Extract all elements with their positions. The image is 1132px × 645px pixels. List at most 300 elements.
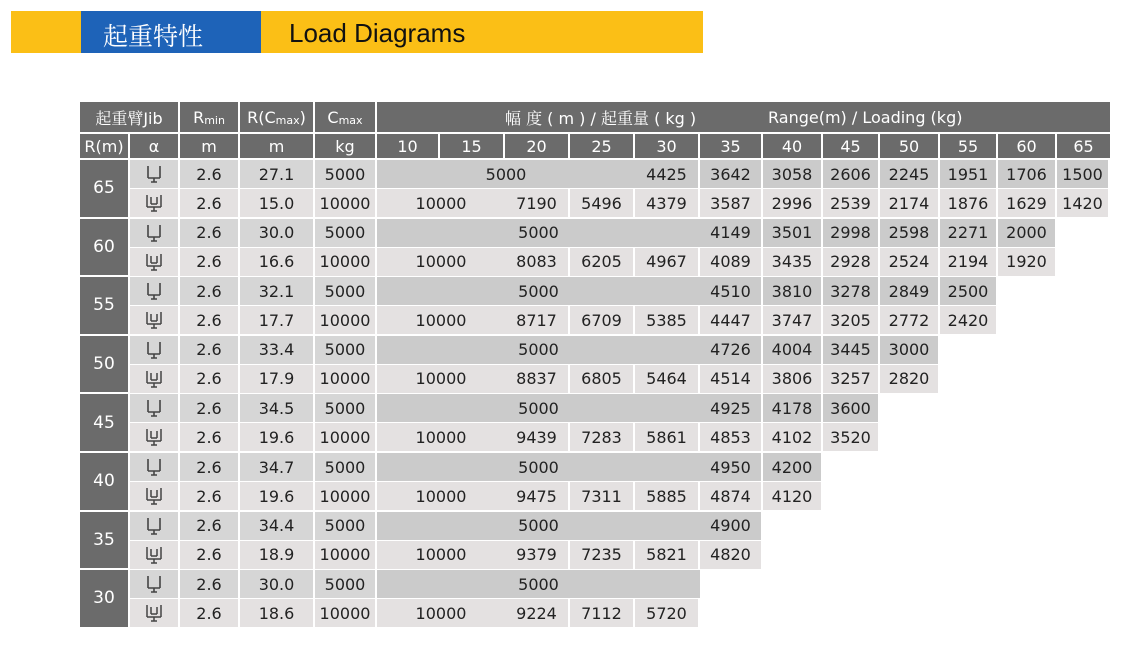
load-55-1-30 [635,306,700,335]
load-60-0-50-text: 2598 [888,223,930,243]
flat-load-50-1 [377,365,505,394]
flat-load-30-1 [377,599,505,628]
rmin-65-0 [180,160,240,189]
rcmax-65-0-text: 27.1 [258,164,295,184]
rmin-60-1-text: 2.6 [196,252,222,272]
load-50-1-50 [880,365,940,394]
flat-load-45-0 [377,394,700,423]
load-55-0-45-text: 3278 [830,281,871,301]
double-hook-icon [144,252,164,272]
rmin-50-1-text: 2.6 [196,369,222,389]
load-55-0-40-text: 3810 [771,281,813,301]
header-range-40 [763,132,823,158]
load-45-0-35-text: 4925 [710,398,751,418]
cmax-50-1-text: 10000 [319,369,371,389]
load-50-1-30-text: 5464 [646,369,687,389]
header-alpha [130,132,180,158]
flat-load-55-1-text: 10000 [415,310,467,330]
header-rmin-sub: min [204,113,225,127]
load-60-1-35-text: 4089 [710,252,751,272]
header-rcmax-sub: max [275,113,300,127]
rcmax-35-0-text: 34.4 [258,516,295,536]
load-65-1-30 [635,189,700,218]
flat-load-45-1 [377,423,505,452]
rmin-60-0 [180,219,240,248]
load-55-1-45 [823,306,880,335]
load-45-1-35 [700,423,763,452]
single-hook-cell-45 [130,394,180,423]
double-hook-cell-40 [130,482,180,511]
load-60-0-45-text: 2998 [830,223,871,243]
load-60-1-45 [823,248,880,277]
rcmax-55-1-text: 17.7 [258,310,295,330]
load-55-0-50 [880,277,940,306]
flat-load-65-0 [377,160,635,189]
header-range-45 [823,132,880,158]
load-60-0-55 [940,219,998,248]
load-60-0-60-text: 2000 [1006,223,1047,243]
load-65-0-55 [940,160,998,189]
rcmax-40-0-text: 34.7 [258,457,295,477]
cmax-65-0 [315,160,377,189]
header-rm-label: R(m) [84,136,124,156]
load-55-0-35-text: 4510 [710,281,751,301]
cmax-60-0-text: 5000 [324,223,366,243]
rmin-60-1 [180,248,240,277]
rmin-45-0 [180,394,240,423]
load-60-1-20-text: 8083 [516,252,557,272]
rmin-45-1 [180,423,240,452]
cmax-45-0-text: 5000 [324,398,366,418]
header-jib [80,102,180,132]
cmax-40-0 [315,453,377,482]
double-hook-icon [144,193,164,213]
flat-load-60-1-text: 10000 [415,252,467,272]
load-65-0-50 [880,160,940,189]
rcmax-35-1-text: 18.9 [258,545,295,565]
load-45-1-35-text: 4853 [710,427,751,447]
rcmax-40-1-text: 19.6 [258,486,295,506]
load-30-1-25 [570,599,635,628]
double-hook-icon [144,486,164,506]
rcmax-60-0 [240,219,315,248]
double-hook-cell-35 [130,541,180,570]
header-range-20 [505,132,570,158]
cmax-30-0-text: 5000 [324,574,366,594]
cmax-35-1 [315,541,377,570]
jib-30-text: 30 [93,588,115,609]
single-hook-cell-50 [130,336,180,365]
cmax-50-0 [315,336,377,365]
load-40-1-35-text: 4874 [710,486,751,506]
load-65-1-20-text: 7190 [516,193,557,213]
flat-load-40-0 [377,453,700,482]
load-50-0-45 [823,336,880,365]
rcmax-50-1 [240,365,315,394]
header-m2 [240,132,315,158]
load-65-0-40 [763,160,823,189]
load-60-1-20 [505,248,570,277]
header-cmax-sub: max [338,113,363,127]
load-50-0-45-text: 3445 [830,340,871,360]
load-50-1-40 [763,365,823,394]
header-range-25 [570,132,635,158]
load-65-1-55 [940,189,998,218]
load-65-1-60 [998,189,1057,218]
rcmax-45-1-text: 19.6 [258,427,295,447]
single-hook-cell-35 [130,512,180,541]
single-hook-icon [144,340,164,360]
load-45-1-40-text: 4102 [771,427,813,447]
load-45-0-35 [700,394,763,423]
double-hook-cell-30 [130,599,180,628]
flat-load-30-0-text: 5000 [518,574,559,594]
header-range-25-text: 25 [591,136,612,156]
load-55-0-45 [823,277,880,306]
rmin-40-1 [180,482,240,511]
load-60-0-40-text: 3501 [771,223,813,243]
rmin-35-0-text: 2.6 [196,516,222,536]
load-45-1-20 [505,423,570,452]
rcmax-60-1-text: 16.6 [258,252,295,272]
cmax-50-0-text: 5000 [324,340,366,360]
load-45-1-45 [823,423,880,452]
load-45-1-25 [570,423,635,452]
load-40-1-25-text: 7311 [581,486,622,506]
load-65-0-50-text: 2245 [888,164,930,184]
load-65-1-35 [700,189,763,218]
load-40-1-30 [635,482,700,511]
load-60-1-60-text: 1920 [1006,252,1047,272]
single-hook-icon [144,164,164,184]
rcmax-45-0-text: 34.5 [258,398,295,418]
load-65-1-60-text: 1629 [1006,193,1047,213]
rmin-35-1 [180,541,240,570]
flat-load-30-1-text: 10000 [415,603,467,623]
rmin-55-1 [180,306,240,335]
rmin-55-0-text: 2.6 [196,281,222,301]
load-55-0-50-text: 2849 [888,281,930,301]
load-35-1-35-text: 4820 [710,545,751,565]
load-50-0-50-text: 3000 [888,340,930,360]
cmax-30-0 [315,570,377,599]
load-60-1-40 [763,248,823,277]
load-55-1-35 [700,306,763,335]
load-45-1-30-text: 5861 [646,427,687,447]
header-range-35 [700,132,763,158]
load-60-1-35 [700,248,763,277]
header-banner [11,11,703,53]
banner-title-zh: 起重特性 [103,22,204,51]
load-50-0-35 [700,336,763,365]
load-45-0-40-text: 4178 [771,398,813,418]
load-60-1-30-text: 4967 [646,252,687,272]
cmax-40-1 [315,482,377,511]
cmax-55-1-text: 10000 [319,310,371,330]
cmax-65-0-text: 5000 [324,164,366,184]
banner-title-en: Load Diagrams [289,18,466,48]
load-40-1-30-text: 5885 [646,486,687,506]
cmax-30-1 [315,599,377,628]
load-55-0-55-text: 2500 [947,281,989,301]
load-diagram-table [80,102,1110,629]
flat-load-50-0-text: 5000 [518,340,559,360]
load-65-1-25-text: 5496 [581,193,622,213]
load-50-0-50 [880,336,940,365]
header-rcmax-b: ) [299,107,306,127]
load-55-1-25 [570,306,635,335]
load-40-1-40-text: 4120 [771,486,813,506]
rcmax-40-1 [240,482,315,511]
load-50-1-30 [635,365,700,394]
jib-50 [80,336,130,394]
load-65-0-60 [998,160,1057,189]
load-65-1-50 [880,189,940,218]
load-65-0-35-text: 3642 [710,164,751,184]
load-45-0-45-text: 3600 [830,398,871,418]
flat-load-65-1 [377,189,505,218]
header-m1-label: m [201,136,217,156]
rcmax-30-1 [240,599,315,628]
load-40-1-20-text: 9475 [516,486,557,506]
header-range-65-text: 65 [1073,136,1094,156]
rcmax-35-0 [240,512,315,541]
load-40-1-40 [763,482,823,511]
load-45-1-30 [635,423,700,452]
header-range [377,102,1110,132]
rmin-50-0-text: 2.6 [196,340,222,360]
rmin-30-0-text: 2.6 [196,574,222,594]
flat-load-45-0-text: 5000 [518,398,559,418]
header-range-zh: 幅 度 ( m ) / 起重量 ( kg ) [505,108,697,128]
single-hook-icon [144,281,164,301]
flat-load-35-1 [377,541,505,570]
header-range-60-text: 60 [1016,136,1037,156]
rcmax-65-0 [240,160,315,189]
rmin-60-0-text: 2.6 [196,223,222,243]
load-50-1-35-text: 4514 [710,369,751,389]
rmin-30-1-text: 2.6 [196,603,222,623]
jib-65 [80,160,130,218]
load-55-1-35-text: 4447 [710,310,751,330]
load-55-1-55-text: 2420 [947,310,989,330]
jib-60 [80,219,130,277]
load-55-1-20 [505,306,570,335]
load-65-1-50-text: 2174 [888,193,930,213]
rcmax-30-0 [240,570,315,599]
double-hook-icon [144,369,164,389]
load-55-1-40 [763,306,823,335]
load-45-0-45 [823,394,880,423]
double-hook-cell-45 [130,423,180,452]
load-55-1-20-text: 8717 [516,310,557,330]
rmin-45-0-text: 2.6 [196,398,222,418]
load-65-0-45-text: 2606 [830,164,871,184]
load-60-0-60 [998,219,1057,248]
flat-load-35-0 [377,512,700,541]
header-m2-label: m [268,136,285,156]
single-hook-icon [144,457,164,477]
load-45-0-40 [763,394,823,423]
load-65-0-40-text: 3058 [771,164,813,184]
load-35-1-30-text: 5821 [646,545,687,565]
rmin-45-1-text: 2.6 [196,427,222,447]
load-50-0-35-text: 4726 [710,340,751,360]
double-hook-cell-50 [130,365,180,394]
load-50-1-45-text: 3257 [830,369,871,389]
cmax-40-0-text: 5000 [324,457,366,477]
header-cmax-main: C [327,107,339,127]
rmin-35-1-text: 2.6 [196,545,222,565]
load-65-1-40-text: 2996 [771,193,813,213]
flat-load-65-0-text: 5000 [485,164,527,184]
load-40-1-25 [570,482,635,511]
load-40-0-35-text: 4950 [710,457,751,477]
jib-50-text: 50 [93,354,115,375]
rmin-55-0 [180,277,240,306]
load-50-1-20-text: 8837 [516,369,557,389]
load-35-1-20-text: 9379 [516,545,557,565]
rcmax-55-0-text: 32.1 [258,281,295,301]
load-65-1-65-text: 1420 [1062,193,1103,213]
load-60-0-50 [880,219,940,248]
load-65-0-55-text: 1951 [947,164,989,184]
load-65-1-25 [570,189,635,218]
load-65-1-65 [1057,189,1110,218]
load-30-1-25-text: 7112 [581,603,622,623]
load-35-1-25-text: 7235 [581,545,622,565]
rcmax-30-0-text: 30.0 [258,574,295,594]
cmax-60-0 [315,219,377,248]
header-range-10-text: 10 [397,136,418,156]
header-rm [80,132,130,158]
cmax-45-1-text: 10000 [319,427,371,447]
header-range-15 [440,132,505,158]
header-cmax [315,102,377,132]
single-hook-icon [144,398,164,418]
rmin-30-1 [180,599,240,628]
rcmax-45-0 [240,394,315,423]
load-55-0-35 [700,277,763,306]
load-35-0-35 [700,512,763,541]
load-60-1-55 [940,248,998,277]
load-65-0-65-text: 1500 [1062,164,1103,184]
load-30-1-20 [505,599,570,628]
rcmax-65-1 [240,189,315,218]
rmin-65-1 [180,189,240,218]
rmin-35-0 [180,512,240,541]
load-60-1-40-text: 3435 [771,252,813,272]
single-hook-icon [144,516,164,536]
load-30-1-30-text: 5720 [646,603,687,623]
cmax-40-1-text: 10000 [319,486,371,506]
rcmax-50-0 [240,336,315,365]
header-range-60 [998,132,1057,158]
flat-load-60-1 [377,248,505,277]
rcmax-60-1 [240,248,315,277]
load-40-1-20 [505,482,570,511]
header-range-50-text: 50 [898,136,920,156]
header-range-40-text: 40 [781,136,803,156]
double-hook-icon [144,545,164,565]
load-55-1-40-text: 3747 [771,310,813,330]
jib-35 [80,512,130,570]
load-65-0-35 [700,160,763,189]
load-60-0-55-text: 2271 [947,223,989,243]
double-hook-icon [144,603,164,623]
header-range-55-text: 55 [957,136,979,156]
load-30-1-20-text: 9224 [516,603,557,623]
jib-45 [80,394,130,452]
load-60-1-55-text: 2194 [947,252,989,272]
load-65-0-60-text: 1706 [1006,164,1047,184]
rmin-65-1-text: 2.6 [196,193,222,213]
load-45-1-45-text: 3520 [830,427,871,447]
load-65-0-30-text: 4425 [646,164,687,184]
load-65-0-30 [635,160,700,189]
rmin-50-0 [180,336,240,365]
flat-load-45-1-text: 10000 [415,427,467,447]
flat-load-65-1-text: 10000 [415,193,467,213]
load-40-1-35 [700,482,763,511]
rmin-50-1 [180,365,240,394]
load-60-0-45 [823,219,880,248]
load-60-1-60 [998,248,1057,277]
rmin-55-1-text: 2.6 [196,310,222,330]
load-50-1-50-text: 2820 [888,369,930,389]
cmax-55-1 [315,306,377,335]
load-65-1-30-text: 4379 [646,193,687,213]
load-50-0-40 [763,336,823,365]
flat-load-40-1-text: 10000 [415,486,467,506]
load-65-0-65 [1057,160,1110,189]
flat-load-60-0-text: 5000 [518,223,559,243]
header-range-65 [1057,132,1110,158]
cmax-35-0 [315,512,377,541]
header-range-45-text: 45 [840,136,861,156]
flat-load-40-1 [377,482,505,511]
load-65-1-45-text: 2539 [830,193,871,213]
jib-45-text: 45 [93,412,115,433]
load-35-1-30 [635,541,700,570]
flat-load-35-0-text: 5000 [518,516,559,536]
load-60-1-30 [635,248,700,277]
load-55-1-25-text: 6709 [581,310,622,330]
jib-40 [80,453,130,511]
cmax-35-1-text: 10000 [319,545,371,565]
flat-load-40-0-text: 5000 [518,457,559,477]
header-range-10 [377,132,440,158]
load-50-1-40-text: 3806 [771,369,813,389]
load-50-1-20 [505,365,570,394]
load-65-1-55-text: 1876 [947,193,989,213]
cmax-30-1-text: 10000 [319,603,371,623]
load-65-0-45 [823,160,880,189]
jib-55-text: 55 [93,295,115,316]
jib-30 [80,570,130,628]
load-65-1-20 [505,189,570,218]
load-55-0-55 [940,277,998,306]
load-30-1-30 [635,599,700,628]
cmax-65-1-text: 10000 [319,193,371,213]
header-range-35-text: 35 [720,136,741,156]
load-65-1-35-text: 3587 [710,193,751,213]
double-hook-cell-60 [130,248,180,277]
header-alpha-label: α [148,136,160,156]
cmax-50-1 [315,365,377,394]
flat-load-30-0 [377,570,700,599]
header-kg [315,132,377,158]
